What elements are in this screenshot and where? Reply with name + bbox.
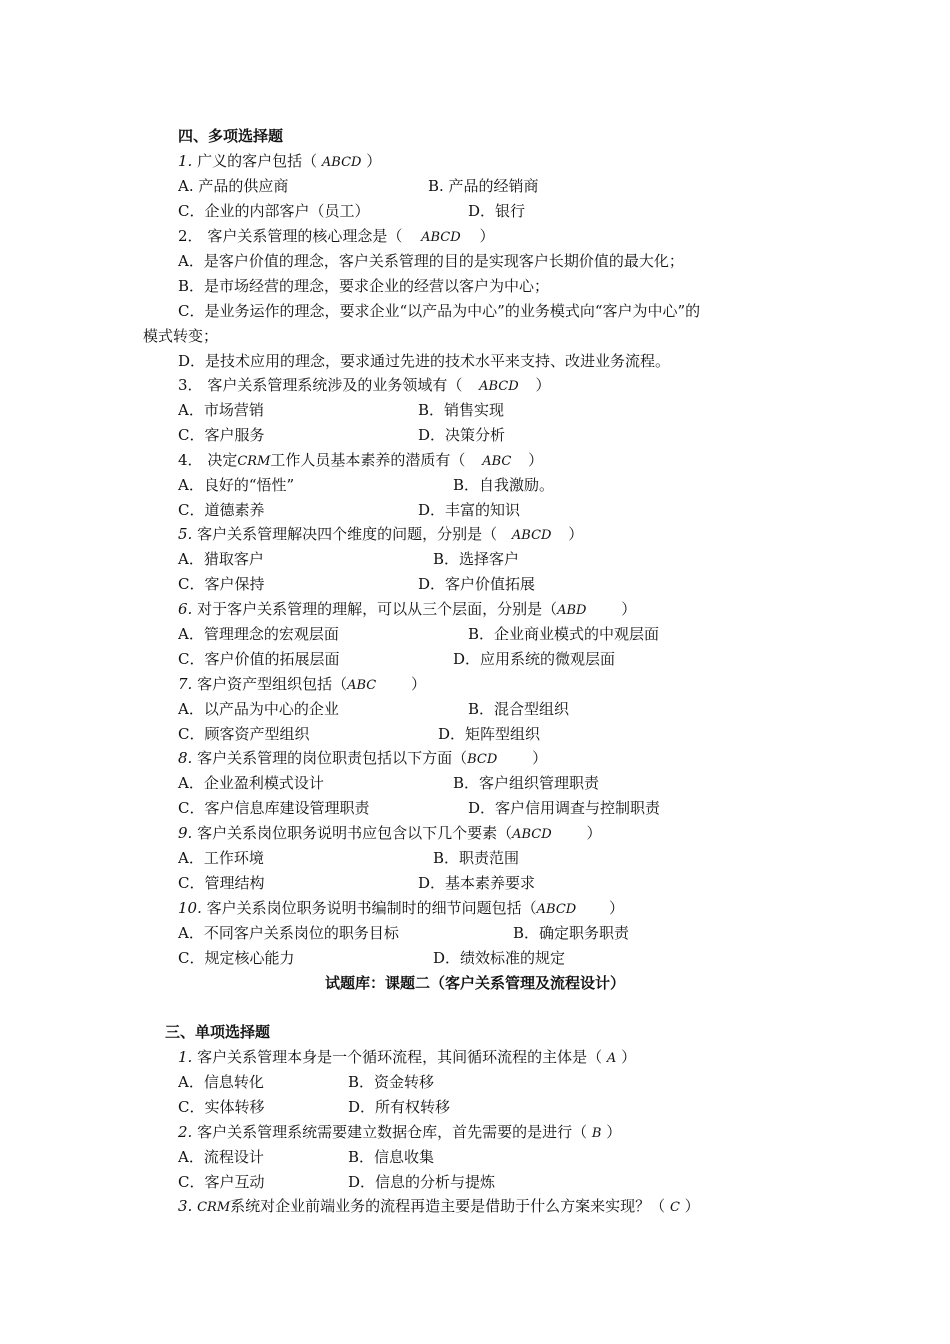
- single-heading: 三、单项选择题: [165, 1023, 271, 1041]
- section-title: 试题库：课题二（客户关系管理及流程设计）: [324, 974, 625, 992]
- multi-q6-option-d: D．应用系统的微观层面: [453, 650, 616, 668]
- single-q1-option-c: C．实体转移: [178, 1098, 265, 1116]
- question-close: ）: [621, 1048, 637, 1066]
- answer: ABCD: [511, 528, 552, 543]
- question-text: 广义的客户包括（: [197, 152, 318, 170]
- question-text: 客户关系管理解决四个维度的问题，分别是（: [197, 525, 498, 543]
- multi-q3-stem: [178, 375, 550, 395]
- single-q2-option-c: C．客户互动: [178, 1173, 265, 1191]
- multi-q8-option-d: D．客户信用调查与控制职责: [468, 799, 661, 817]
- multi-q9-option-a: A．工作环境: [178, 849, 264, 867]
- question-number: 1.: [178, 1048, 193, 1066]
- single-q2-option-d: D．信息的分析与提炼: [348, 1173, 496, 1191]
- multi-q10-stem: [178, 898, 624, 918]
- question-number: 3．: [178, 376, 203, 394]
- multi-q10-option-b: B．确定职务职责: [513, 924, 630, 942]
- answer: ABCD: [536, 902, 577, 917]
- multi-q1-option-d: D．银行: [468, 202, 526, 220]
- multi-q10-option-d: D．绩效标准的规定: [433, 949, 566, 967]
- answer: C: [669, 1200, 680, 1215]
- multi-q8-option-a: A．企业盈利模式设计: [178, 774, 324, 792]
- single-q1-option-b: B．资金转移: [348, 1073, 435, 1091]
- multi-q5-option-b: B．选择客户: [433, 550, 520, 568]
- multi-q4-option-c: C．道德素养: [178, 501, 265, 519]
- multi-q3-option-b: B．销售实现: [418, 401, 505, 419]
- question-text: 客户关系岗位职务说明书编制时的细节问题包括（: [206, 899, 537, 917]
- multi-q9-option-c: C．管理结构: [178, 874, 265, 892]
- multi-q7-option-a: A．以产品为中心的企业: [178, 700, 339, 718]
- question-number: 5.: [178, 525, 193, 543]
- multi-q1-option-c: C．企业的内部客户（员工）: [178, 202, 370, 220]
- question-close: ）: [528, 451, 544, 469]
- question-text: 客户资产型组织包括（: [197, 675, 348, 693]
- question-text: 工作人员基本素养的潜质有（: [270, 451, 466, 469]
- answer: BCD: [467, 752, 498, 767]
- crm-term: CRM: [197, 1200, 231, 1215]
- multi-q9-option-b: B．职责范围: [433, 849, 520, 867]
- question-close: ）: [535, 376, 551, 394]
- question-text: 系统对企业前端业务的流程再造主要是借助于什么方案来实现？（: [230, 1197, 666, 1215]
- multi-q3-option-c: C．客户服务: [178, 426, 265, 444]
- question-text: 客户关系岗位职务说明书应包含以下几个要素（: [197, 824, 513, 842]
- multi-q4-option-a: A．良好的“悟性”: [178, 476, 295, 494]
- question-number: 2．: [178, 227, 203, 245]
- multi-q2-option-c-line1: C．是业务运作的理念，要求企业“以产品为中心”的业务模式向“客户为中心”的: [178, 302, 701, 320]
- answer: ABCD: [479, 379, 519, 394]
- question-number: 6.: [178, 600, 193, 618]
- multi-q5-option-a: A．猎取客户: [178, 550, 264, 568]
- multi-q2-option-b: B．是市场经营的理念，要求企业的经营以客户为中心；: [178, 277, 550, 295]
- question-number: 3.: [178, 1197, 193, 1215]
- multi-q2-option-c-line2: 模式转变；: [143, 327, 219, 345]
- crm-term: CRM: [237, 454, 271, 469]
- question-close: ）: [609, 899, 625, 917]
- single-q1-option-d: D．所有权转移: [348, 1098, 451, 1116]
- multi-q5-option-c: C．客户保持: [178, 575, 265, 593]
- question-close: ）: [621, 600, 637, 618]
- single-q3-stem: [178, 1196, 700, 1216]
- answer: ABC: [347, 678, 377, 693]
- single-q1-stem: [178, 1047, 636, 1067]
- multi-q8-stem: [178, 748, 547, 768]
- question-number: 1.: [178, 152, 193, 170]
- multi-q6-option-b: B．企业商业模式的中观层面: [468, 625, 660, 643]
- question-text: 客户关系管理的核心理念是（: [207, 227, 403, 245]
- multi-q2-stem: [178, 226, 494, 246]
- multi-q3-option-a: A．市场营销: [178, 401, 264, 419]
- multi-q9-option-d: D．基本素养要求: [418, 874, 536, 892]
- multi-q10-option-c: C．规定核心能力: [178, 949, 295, 967]
- question-text: 对于客户关系管理的理解，可以从三个层面，分别是（: [197, 600, 558, 618]
- question-number: 4．: [178, 451, 203, 469]
- answer: ABCD: [421, 230, 461, 245]
- multi-q2-option-a: A．是客户价值的理念，客户关系管理的目的是实现客户长期价值的最大化；: [178, 252, 684, 270]
- question-number: 10.: [178, 899, 202, 917]
- question-number: 8.: [178, 749, 193, 767]
- answer: B: [591, 1126, 602, 1141]
- question-text: 客户关系管理本身是一个循环流程，其间循环流程的主体是（: [197, 1048, 603, 1066]
- question-text: 客户关系管理的岗位职责包括以下方面（: [197, 749, 468, 767]
- multi-q7-option-c: C．顾客资产型组织: [178, 725, 310, 743]
- question-text: 客户关系管理系统需要建立数据仓库，首先需要的是进行（: [197, 1123, 588, 1141]
- multi-q3-option-d: D．决策分析: [418, 426, 506, 444]
- question-close: ）: [366, 152, 382, 170]
- question-close: ）: [532, 749, 548, 767]
- multi-q4-stem: [178, 450, 543, 470]
- multi-q6-stem: [178, 599, 636, 619]
- multi-q5-stem: [178, 524, 583, 544]
- question-close: ）: [479, 227, 495, 245]
- answer: ABCD: [512, 827, 552, 842]
- question-number: 9.: [178, 824, 193, 842]
- question-close: ）: [586, 824, 602, 842]
- multi-heading: 四、多项选择题: [178, 127, 284, 145]
- multi-q2-option-d: D．是技术应用的理念，要求通过先进的技术水平来支持、改进业务流程。: [178, 352, 671, 370]
- question-close: ）: [411, 675, 427, 693]
- single-q1-option-a: A．信息转化: [178, 1073, 264, 1091]
- multi-q4-option-b: B．自我激励。: [453, 476, 555, 494]
- multi-q1-stem: [178, 151, 381, 171]
- multi-q5-option-d: D．客户价值拓展: [418, 575, 536, 593]
- multi-q8-option-c: C．客户信息库建设管理职责: [178, 799, 370, 817]
- multi-q1-option-b: B. 产品的经销商: [428, 177, 539, 195]
- multi-q6-option-c: C．客户价值的拓展层面: [178, 650, 340, 668]
- multi-q6-option-a: A．管理理念的宏观层面: [178, 625, 339, 643]
- multi-q10-option-a: A．不同客户关系岗位的职务目标: [178, 924, 399, 942]
- single-q2-option-a: A．流程设计: [178, 1148, 264, 1166]
- multi-q7-option-d: D．矩阵型组织: [438, 725, 541, 743]
- question-close: ）: [684, 1197, 700, 1215]
- multi-q8-option-b: B．客户组织管理职责: [453, 774, 600, 792]
- question-close: ）: [606, 1123, 622, 1141]
- multi-q1-option-a: A. 产品的供应商: [178, 177, 289, 195]
- answer: ABCD: [321, 155, 362, 170]
- multi-q9-stem: [178, 823, 601, 843]
- single-q2-option-b: B．信息收集: [348, 1148, 435, 1166]
- answer: ABC: [482, 454, 512, 469]
- multi-q7-option-b: B．混合型组织: [468, 700, 570, 718]
- question-number: 2.: [178, 1123, 193, 1141]
- single-q2-stem: [178, 1122, 621, 1142]
- question-text-pre: 决定: [207, 451, 238, 469]
- answer: ABD: [557, 603, 587, 618]
- multi-q7-stem: [178, 674, 426, 694]
- answer: A: [606, 1051, 617, 1066]
- question-close: ）: [568, 525, 584, 543]
- question-number: 7.: [178, 675, 193, 693]
- multi-q4-option-d: D．丰富的知识: [418, 501, 521, 519]
- question-text: 客户关系管理系统涉及的业务领域有（: [207, 376, 463, 394]
